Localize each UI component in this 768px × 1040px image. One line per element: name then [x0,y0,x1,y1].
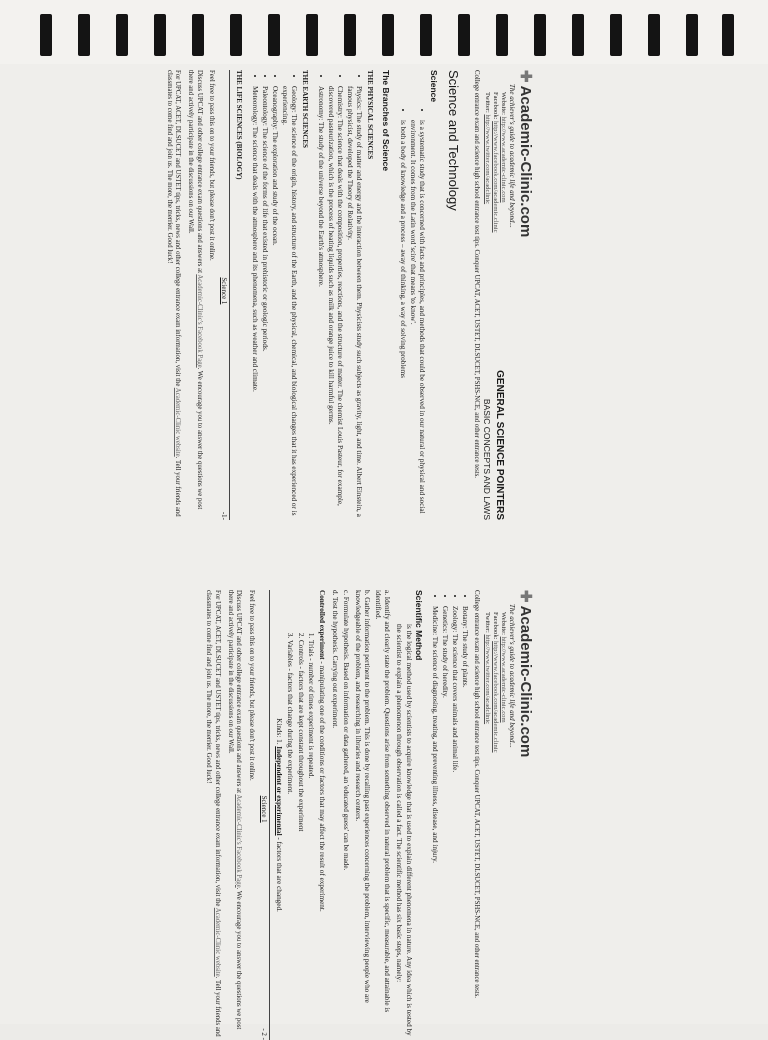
binding-ring [268,14,280,56]
binding-ring [306,14,318,56]
footer-label: Science 1 [220,277,229,305]
page-number: - 2 - [259,1028,268,1040]
page-header: ✚Academic-Clinic.com The achiever's guide to academic life and beyond... Website: http://www.academic-clinic.com Facebook: http://www.facebook.com/academic.clinic Twitter: http://www.twitter.com/acadclinic College entrance exam and science high school entrance test tips. Conquer UPCAT, ACET, USTET, DLSUCET, PSHS-NCE, and other entrance tests. [471,70,535,520]
science-list [397,104,426,520]
header-banner: College entrance exam and science high school entrance test tips. Conquer UPCAT, ACET, USTET, DLSUCET, PSHS-NCE, and other entrance tests. [473,590,481,998]
twitter-link[interactable]: http://www.twitter.com/acadclinic [484,634,492,725]
twitter-link[interactable]: http://www.twitter.com/acadclinic [484,114,492,205]
website-link[interactable]: Academic-Clinic website [174,387,182,457]
discuss-note: Discuss UPCAT and other college entrance exam questions and answers at Academic-Clinic's Facebook Page. We encourage you to answer the questions we post there and actively participate in the discussions on our Wall. [226,590,243,1030]
branches-heading: The Branches of Science [381,70,392,172]
main-heading [481,370,505,520]
list-item: • Paleontology: The science of the forms of life that existed in prehistoric or geologic periods. [260,86,269,520]
more-info-note: For UPCAT, ACET, DLSUCET and USTET tips, tricks, news and other college entrance exam information, visit the Academic-Clinic website. Tell your friends and classmates to come find and join us. The more, the merrier. Good luck! [165,70,182,517]
list-item: c. Formulate hypothesis. Based on information or data gathered, an 'educated guess' can be made. [342,590,351,871]
binding-ring [192,14,204,56]
list-item: d. Test the hypothesis. Carrying out experiment. [331,590,340,729]
plus-icon: ✚ [517,590,534,603]
binding-ring [78,14,90,56]
science-heading: Science [428,70,439,103]
list-item: a. Identify and clearly state the problem. Questions arise from something observed in natural problem that is specific, measurable, and attainable is identified. [374,590,392,1013]
method-intro: is the logical method used by scientists to acquire knowledge that is used to explain different phenomena in nature. Any idea which is tested by the scientist to explain a phenomenon through observation is called a fact. The scientific method has six basic steps, namely: [395,624,413,1036]
binding-ring [610,14,622,56]
earth-heading: THE EARTH SCIENCES [301,70,310,148]
binding-ring [572,14,584,56]
list-item: • Geology: The science of the origin, history, and structure of the Earth, and the physical, chemical, and biological changes that it has experienced or is experiencing. [280,86,298,520]
binding-ring [420,14,432,56]
list-item: • Zoology: The science that covers animals and animal life. [450,606,459,1040]
binding-ring [40,14,52,56]
page-number: -1- [220,511,229,520]
share-note: Feel free to pass this on to your friends, but please don't post it online. [208,70,216,261]
binding-ring [230,14,242,56]
document-page-1 [165,70,535,520]
facebook-link[interactable]: http://www.facebook.com/academic.clinic [491,121,499,233]
list-item: • Meteorology: The science that deals with the atmosphere and its phenomena, such as weather and climate. [249,86,258,520]
facebook-link[interactable]: http://www.facebook.com/academic.clinic [491,641,499,753]
header-banner: College entrance exam and science high school entrance test tips. Conquer UPCAT, ACET, USTET, DLSUCET, PSHS-NCE, and other entrance tests. [473,70,481,478]
kinds-line: Kinds: 1. Independent or experimental - factors that are changed. [275,718,284,912]
binding-ring [116,14,128,56]
list-item: b. Gather information pertinent to the problem. This is done by recalling past experiences concerning the problem, interviewing people who are knowledgeable of the problem, and researching in libraries and research centers. [353,590,371,1003]
site-logo: Academic-Clinic.com [517,605,534,758]
binding-ring [686,14,698,56]
more-info-note: For UPCAT, ACET, DLSUCET and USTET tips, tricks, news and other college entrance exam information, visit the Academic-Clinic website. Tell your friends and classmates to come find and join us. The more, the merrier. Good luck! [205,590,221,1037]
website-link[interactable]: http://www.academic-clinic.com [499,116,507,203]
list-item: 3. Variables - factors that change during the experiment. [285,640,294,1040]
physical-list [315,70,363,520]
section-title: Science and Technology [446,70,462,211]
binding-ring [496,14,508,56]
list-item: • is both a body of knowledge and a process – away of thinking, a way of solving problems [397,120,406,520]
list-item: • Medicine: The science of diagnosing, treating, and preventing illness, disease, and injury. [430,606,439,1040]
main-title: GENERAL SCIENCE POINTERS [494,370,505,520]
share-note: Feel free to pass this on to your friends, but please don't post it online. [247,590,255,781]
main-subtitle: BASIC CONCEPTS AND LAWS [482,398,493,520]
list-item: • Astronomy: The study of the universe beyond the Earth's atmosphere. [315,86,324,520]
document-page-2 [205,590,535,1040]
binding-ring [648,14,660,56]
list-item: • Physics: The study of matter and energy and the interaction between them. Physicists study such subjects as gravity, light, and time. Albert Einstein, a famous physicist, developed the Theory of Relativity. [345,86,363,520]
page-footer-line [219,70,230,520]
page-header: ✚Academic-Clinic.com The achiever's guide to academic life and beyond... Website: http://www.academic-clinic.com Facebook: http://www.facebook.com/academic.clinic Twitter: http://www.twitter.com/acadclinic College entrance exam and science high school entrance test tips. Conquer UPCAT, ACET, USTET, DLSUCET, PSHS-NCE, and other entrance tests. [471,590,535,1040]
binding-ring [382,14,394,56]
facebook-page-link[interactable]: Academic-Clinic's Facebook Page [195,274,203,368]
physical-heading: THE PHYSICAL SCIENCES [366,70,375,160]
list-item: • Genetics: The study of heredity. [440,606,449,1040]
controlled-experiment: Controlled experiment - manipulating one of the conditions or factors that may affect the result of experiment. [317,590,326,912]
tagline: The achiever's guide to academic life and beyond... [507,84,516,228]
binding-ring [534,14,546,56]
list-item: • is a systematic study that is concerned with facts and principles, and methods that could be observed in our natural or physical and social environment. It comes from the Latin word 'scire' that means 'to know'. [408,120,426,520]
method-heading: Scientific Method [413,590,424,661]
binding-ring [458,14,470,56]
spiral-binding [0,0,768,65]
discuss-note: Discuss UPCAT and other college entrance exam questions and answers at Academic-Clinic's Facebook Page. We encourage you to answer the questions we post there and actively participate in the discussions on our Wall. [187,70,203,510]
biology-list [430,590,470,1040]
facebook-page-link[interactable]: Academic-Clinic's Facebook Page [235,794,243,888]
list-item: 1. Trials - number of times experiment is repeated. [306,640,315,1040]
earth-list [249,70,298,520]
website-link[interactable]: http://www.academic-clinic.com [499,636,507,723]
list-item: • Oceanography: The exploration and study of the ocean. [270,86,279,520]
tagline: The achiever's guide to academic life and beyond... [507,604,516,748]
steps-list [330,590,391,1040]
binding-ring [344,14,356,56]
website-link[interactable]: Academic-Clinic website [213,907,221,977]
footer-label: Science 1 [259,795,268,823]
list-item: • Chemistry: The science that deals with the composition, properties, reactions, and the structure of matter. The chemist Louis Pasteur, for example, discovered pasteurization, which is the process of heating liquids such as milk and orange juice to kill harmful germs. [326,86,344,520]
page-footer-line [259,590,270,1040]
binding-ring [722,14,734,56]
list-item: • Botany: The study of plants. [460,606,469,1040]
plus-icon: ✚ [517,70,534,83]
list-item: 2. Controls - factors that are kept constant throughout the experiment [295,640,304,1040]
binding-ring [154,14,166,56]
life-heading: THE LIFE SCIENCES (BIOLOGY) [235,70,244,180]
factors-list [285,624,315,1040]
site-logo: Academic-Clinic.com [517,85,534,238]
